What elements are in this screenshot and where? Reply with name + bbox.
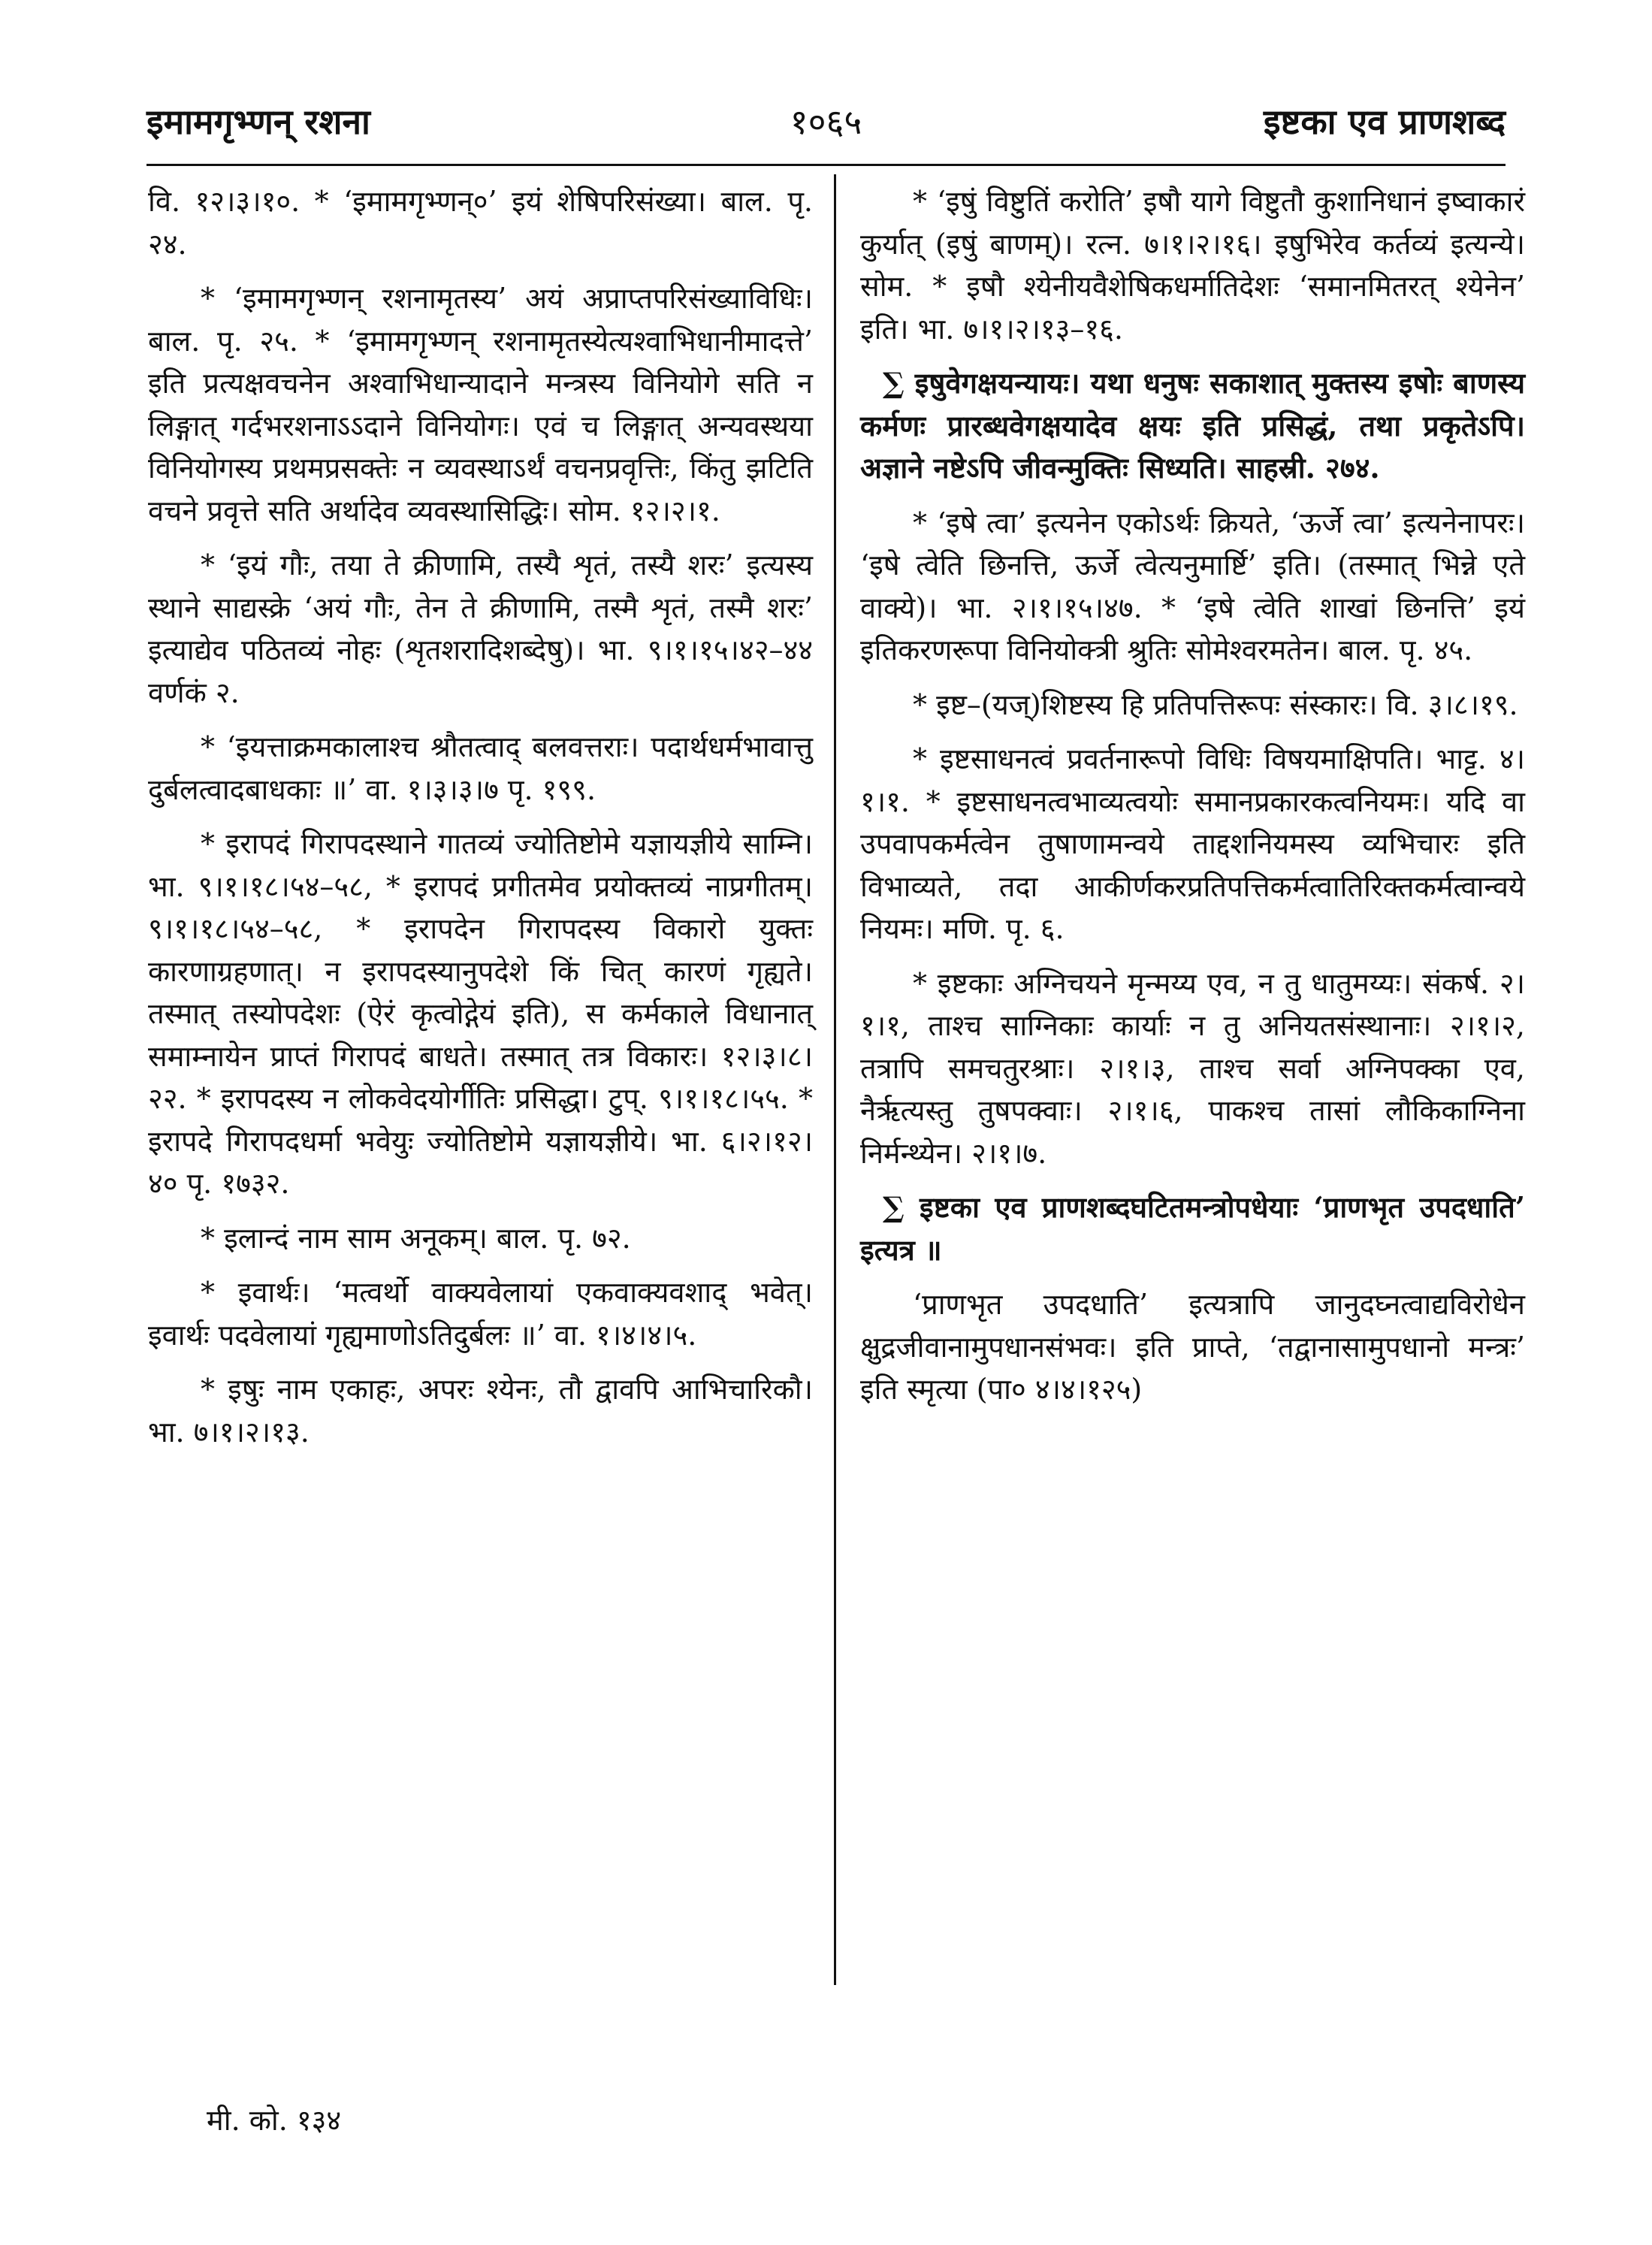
entry-paragraph: * इष्टकाः अग्निचयने मृन्मय्य एव, न तु धातुमय्यः। संकर्ष. २।१।१, ताश्च साग्निकाः कार्याः न तु अनियतसंस्थानाः। २।१।२, तत्रापि समचतुरश्राः। २।१।३, ताश्च सर्वा अग्निपक्का एव, नैर्ऋत्यस्तु तुषपक्वाः। २।१।६, पाकश्च तासां लौकिकाग्निना निर्मन्थ्येन। २।१।७. [860, 966, 1525, 1170]
footer-signature: मी. को. १३४ [207, 2104, 342, 2137]
entry-paragraph: * ‘इयं गौः, तया ते क्रीणामि, तस्यै शृतं, तस्यै शरः’ इत्यस्य स्थाने साद्यस्क्रे ‘अयं गौः, तेन ते क्रीणामि, तस्मै शृतं, तस्मै शरः’ इत्याद्येव पठितव्यं नोहः (शृतशरादिशब्देषु)। भा. ९।१।१५।४२–४४ वर्णकं २. [148, 548, 813, 709]
left-column [148, 180, 813, 1465]
entry-paragraph: * ‘इषुं विष्टुतिं करोति’ इषौ यागे विष्टुतौ कुशानिधानं इष्वाकारं कुर्यात् (इषुं बाणम्)। रत्न. ७।१।२।१६। इषुभिरेव कर्तव्यं इत्यन्ये। सोम. * इषौ श्येनीयवैशेषिकधर्मातिदेशः ‘समानमितरत् श्येनेन’ इति। भा. ७।१।२।१३–१६. [860, 185, 1525, 346]
entry-paragraph: ‘प्राणभृत उपदधाति’ इत्यत्रापि जानुदघ्नत्वाद्यविरोधेन क्षुद्रजीवानामुपधानसंभवः। इति प्राप्ते, ‘तद्वानासामुपधानो मन्त्रः’ इति स्मृत्या (पा० ४।४।१२५) [860, 1288, 1525, 1406]
entry-paragraph: * इलान्दं नाम साम अनूकम्। बाल. पृ. ७२. [201, 1221, 631, 1255]
section-heading: ∑ इषुवेगक्षयन्यायः। यथा धनुषः सकाशात् मुक्तस्य इषोः बाणस्य कर्मणः प्रारब्धवेगक्षयादेव क्षयः इति प्रसिद्धं, तथा प्रकृतेऽपि। अज्ञाने नष्टेऽपि जीवन्मुक्तिः सिध्यति। साहस्री. २७४. [860, 366, 1525, 485]
page-header [146, 98, 1506, 150]
running-head-left: इमामगृभ्णन् रशना [146, 101, 370, 142]
entry-paragraph: * इषुः नाम एकाहः, अपरः श्येनः, तौ द्वावपि आभिचारिकौ। भा. ७।१।२।१३. [148, 1373, 813, 1449]
entry-paragraph: * ‘इयत्ताक्रमकालाश्च श्रौतत्वाद् बलवत्तराः। पदार्थधर्मभावात्तु दुर्बलत्वादबाधकाः ॥’ वा. १।३।३।७ पृ. १९९. [148, 730, 813, 806]
page-number: १०६५ [790, 101, 862, 142]
entry-paragraph: * इवार्थः। ‘मत्वर्थो वाक्यवेलायां एकवाक्यवशाद् भवेत्। इवार्थः पदवेलायां गृह्यमाणोऽतिदुर्बलः ॥’ वा. १।४।४।५. [148, 1276, 813, 1352]
entry-paragraph: वि. १२।३।१०. * ‘इमामगृभ्णन्०’ इयं शेषिपरिसंख्या। बाल. पृ. २४. [148, 185, 813, 261]
column-divider [834, 174, 836, 1985]
entry-paragraph: * ‘इषे त्वा’ इत्यनेन एकोऽर्थः क्रियते, ‘ऊर्जे त्वा’ इत्यनेनापरः। ‘इषे त्वेति छिनत्ति, ऊर्जे त्वेत्यनुमार्ष्टि’ इति। (तस्मात् भिन्ने एते वाक्ये)। भा. २।१।१५।४७. * ‘इषे त्वेति शाखां छिनत्ति’ इयं इतिकरणरूपा विनियोक्त्री श्रुतिः सोमेश्वरमतेन। बाल. पृ. ४५. [860, 506, 1525, 666]
running-head-right: इष्टका एव प्राणशब्द [1263, 101, 1506, 142]
section-heading: ∑ इष्टका एव प्राणशब्दघटितमन्त्रोपधेयाः ‘प्राणभृत उपदधाति’ इत्यत्र ॥ [860, 1190, 1525, 1267]
entry-paragraph: * इष्टसाधनत्वं प्रवर्तनारूपो विधिः विषयमाक्षिपति। भाट्ट. ४।१।१. * इष्टसाधनत्वभाव्यत्वयोः समानप्रकारकत्वनियमः। यदि वा उपवापकर्मत्वेन तुषाणामन्वये ताद्दशनियमस्य व्यभिचारः इति विभाव्यते, तदा आकीर्णकरप्रतिपत्तिकर्मत्वातिरिक्तकर्मत्वान्वये नियमः। मणि. पृ. ६. [860, 742, 1525, 945]
entry-paragraph: * इष्ट–(यज्)शिष्टस्य हि प्रतिपत्तिरूपः संस्कारः। वि. ३।८।१९. [913, 687, 1518, 721]
right-column [860, 180, 1525, 1423]
entry-paragraph: * इरापदं गिरापदस्थाने गातव्यं ज्योतिष्टोमे यज्ञायज्ञीये साम्नि। भा. ९।१।१८।५४–५८, * इरापदं प्रगीतमेव प्रयोक्तव्यं नाप्रगीतम्। ९।१।१८।५४–५८, * इरापदेन गिरापदस्य विकारो युक्तः कारणाग्रहणात्। न इरापदस्यानुपदेशे किं चित् कारणं गृह्यते। तस्मात् तस्योपदेशः (ऐरं कृत्वोद्गेयं इति), स कर्मकाले विधानात् समाम्नायेन प्राप्तं गिरापदं बाधते। तस्मात् तत्र विकारः। १२।३।८।२२. * इरापदस्य न लोकवेदयोर्गीतिः प्रसिद्धा। टुप्. ९।१।१८।५५. * इरापदे गिरापदधर्मा भवेयुः ज्योतिष्टोमे यज्ञायज्ञीये। भा. ६।२।१२।४० पृ. १७३२. [148, 827, 813, 1200]
header-rule [146, 164, 1506, 166]
entry-paragraph: * ‘इमामगृभ्णन् रशनामृतस्य’ अयं अप्राप्तपरिसंख्याविधिः। बाल. पृ. २५. * ‘इमामगृभ्णन् रशनामृतस्येत्यश्वाभिधानीमादत्ते’ इति प्रत्यक्षवचनेन अश्वाभिधान्यादाने मन्त्रस्य विनियोगे सति न लिङ्गात् गर्दभरशनाऽऽदाने विनियोगः। एवं च लिङ्गात् अन्यवस्थया विनियोगस्य प्रथमप्रसक्तेः न व्यवस्थाऽर्थं वचनप्रवृत्तिः, किंतु झटिति वचने प्रवृत्ते सति अर्थादेव व्यवस्थासिद्धिः। सोम. १२।२।१. [148, 282, 813, 527]
